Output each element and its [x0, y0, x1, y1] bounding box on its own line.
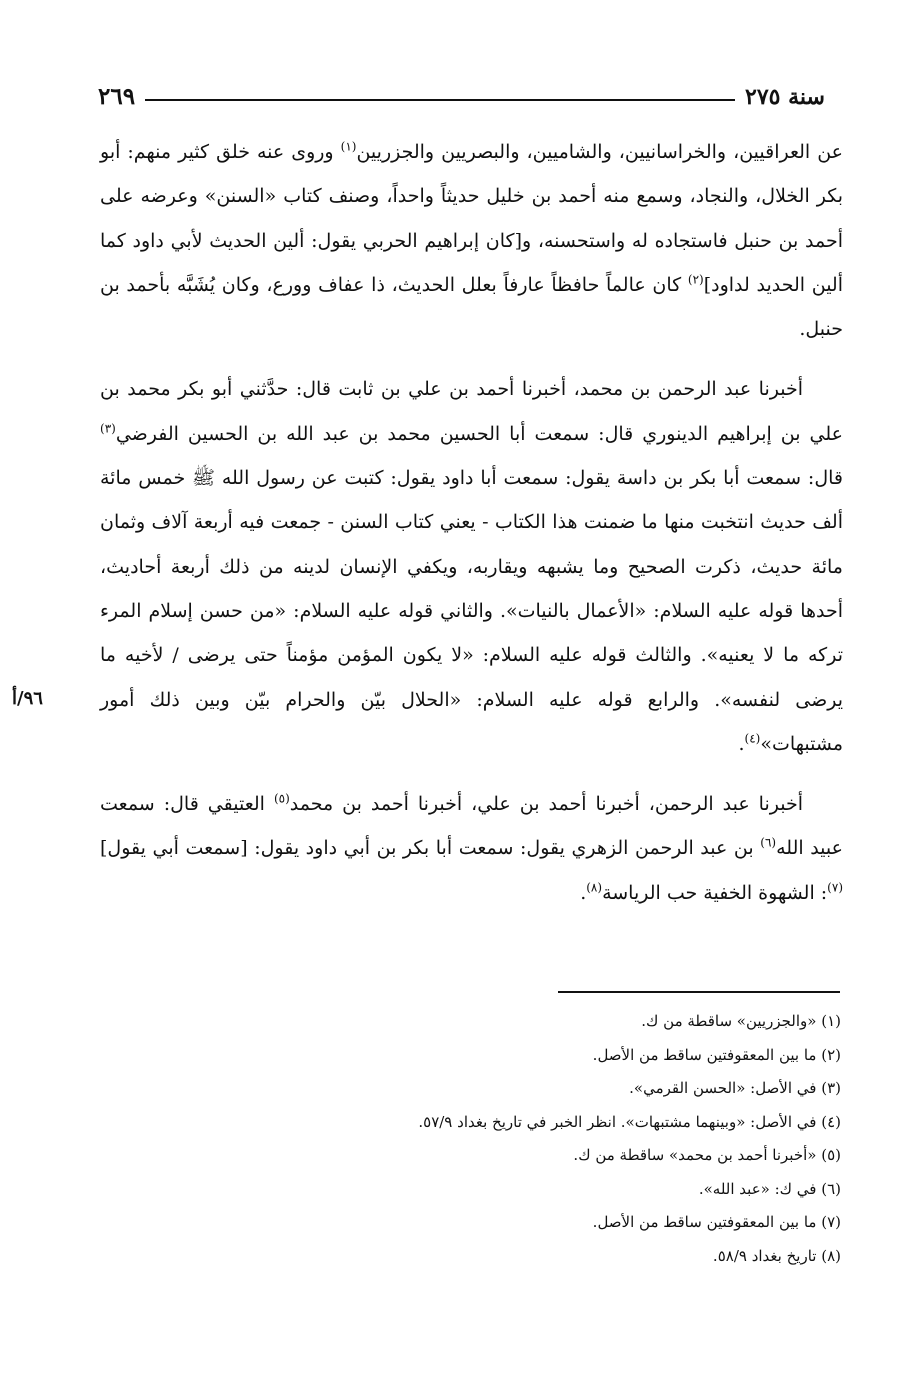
footnotes — [100, 1005, 841, 1273]
footnote-6: (٦) في ك: «عبد الله». — [698, 1179, 841, 1198]
text-run: عن العراقيين، والخراسانيين، والشاميين، والبصريين والجزريين — [356, 141, 844, 163]
margin-folio-note: ٩٦/أ — [12, 688, 43, 709]
footnote-ref: (٢) — [687, 272, 704, 287]
footnote-ref: (٤) — [744, 731, 761, 746]
running-header — [98, 70, 825, 110]
footnote-ref: (١) — [340, 139, 357, 154]
text-run: . — [738, 732, 745, 755]
footnote-ref: (٦) — [760, 836, 777, 851]
text-run: وروى عنه خلق كثير منهم: أبو بكر الخلال، والنجاد، وسمع منه أحمد بن خليل حديثاً واحداً، وصنف كتاب «السنن» وعرضه على أحمد بن حنبل فاستجاده له واستحسنه، و[كان إبراهيم الحربي يقول: ألين الحديث لأبي داود كما ألين الحديد لداود] — [100, 141, 843, 296]
paragraph-1 — [100, 130, 843, 351]
footnote-ref: (٧) — [827, 880, 843, 895]
text-run: بن عبد الرحمن الزهري يقول: سمعت أبا بكر بن أبي داود يقول: [سمعت أبي يقول] — [100, 837, 761, 860]
footnote-ref: (٨) — [586, 880, 603, 895]
header-year: سنة ٢٧٥ — [745, 84, 825, 110]
text-run: العتيقي قال: سمعت عبيد الله — [100, 793, 843, 860]
footnote-2: (٢) ما بين المعقوفتين ساقط من الأصل. — [592, 1045, 841, 1064]
footnote-3: (٣) في الأصل: «الحسن القرمي». — [629, 1079, 841, 1097]
text-run: أخبرنا عبد الرحمن بن محمد، أخبرنا أحمد بن علي بن ثابت قال: حدَّثني أبو بكر محمد بن علي بن إبراهيم الدينوري قال: سمعت أبا الحسين محمد بن عبد الله بن الحسين الفرضي — [100, 378, 843, 445]
footnote-separator — [558, 991, 840, 993]
header-rule — [145, 99, 735, 101]
footnote-4: (٤) في الأصل: «وبينهما مشتبهات». انظر الخبر في تاريخ بغداد ٥٧/٩. — [418, 1112, 841, 1131]
text-run: كان عالماً حافظاً عارفاً بعلل الحديث، ذا عفاف وورع، وكان يُشَبَّه بأحمد بن حنبل. — [100, 273, 843, 341]
footnote-1: (١) «والجزريين» ساقطة من ك. — [641, 1012, 841, 1030]
text-run: أخبرنا عبد الرحمن، أخبرنا أحمد بن علي، أخبرنا أحمد بن محمد — [289, 793, 804, 816]
page-number: ٢٦٩ — [98, 83, 136, 110]
text-run: قال: سمعت أبا بكر بن داسة يقول: سمعت أبا داود يقول: كتبت عن رسول الله ﷺ خمس مائة ألف حديث انتخبت منها ما ضمنت هذا الكتاب - يعني كتاب السنن - جمعت فيه أربعة آلاف وثمان مائة حديث، ذكرت الصحيح وما يشبهه ويقاربه، ويكفي الإنسان لدينه من ذلك أربعة أحاديث، أحدها قوله عليه السلام: «الأعمال بالنيات». والثاني قوله عليه السلام: «من حسن إسلام المرء تركه ما لا يعنيه». والثالث قوله عليه السلام: «لا يكون المؤمن مؤمناً حتى يرضى / لأخيه ما يرضى لنفسه». والرابع قوله عليه السلام: «الحلال بيّن والحرام بيّن وبين ذلك أمور مشتبهات» — [100, 467, 843, 755]
text-run: . — [580, 881, 587, 904]
main-text — [100, 130, 843, 915]
text-run: : الشهوة الخفية حب الرياسة — [602, 881, 828, 904]
footnote-ref: (٥) — [273, 791, 290, 806]
paragraph-2 — [100, 367, 843, 766]
footnote-7: (٧) ما بين المعقوفتين ساقط من الأصل. — [592, 1213, 841, 1231]
paragraph-3 — [100, 782, 843, 915]
footnote-5: (٥) «أخبرنا أحمد بن محمد» ساقطة من ك. — [573, 1146, 841, 1164]
footnote-8: (٨) تاريخ بغداد ٥٨/٩. — [712, 1246, 841, 1265]
footnote-ref: (٣) — [100, 421, 116, 436]
